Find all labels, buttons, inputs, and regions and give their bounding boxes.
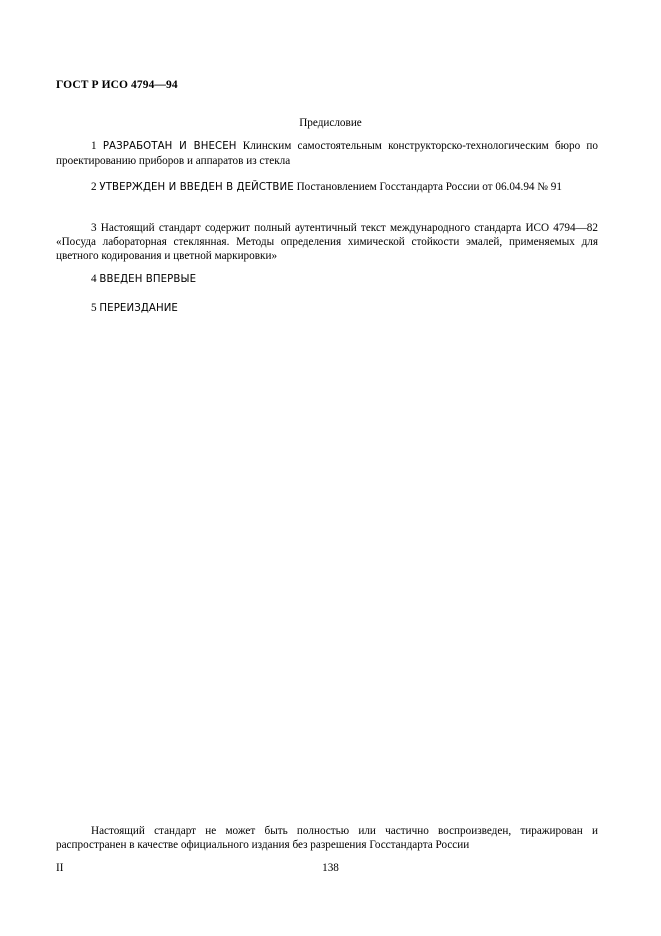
item-number: 2	[91, 181, 97, 193]
copyright-text: Настоящий стандарт не может быть полностью или частично воспроизведен, тиражирован и распространен в качестве официального издания без разрешения Госстандарта России	[56, 825, 598, 851]
preface-item-4	[56, 272, 598, 287]
item-caps-label: РАЗРАБОТАН И ВНЕСЕН	[102, 141, 237, 152]
item-text: Клинским самостоятельным конструкторско-технологическим бюро по проектированию приборов и аппаратов из стекла	[56, 140, 598, 167]
preface-item-2	[56, 180, 598, 195]
preface-item-1	[56, 139, 598, 168]
page-number: 138	[322, 862, 339, 874]
item-caps-label: ВВЕДЕН ВПЕРВЫЕ	[99, 274, 197, 285]
item-caps-label: ПЕРЕИЗДАНИЕ	[99, 303, 178, 314]
preface-item-5	[56, 301, 598, 316]
item-number: 1	[91, 140, 97, 152]
item-number: 5	[91, 302, 97, 314]
item-caps-label: УТВЕРЖДЕН И ВВЕДЕН В ДЕЙСТВИЕ	[99, 182, 294, 193]
item-text: Постановлением Госстандарта России от 06.04.94 № 91	[296, 181, 562, 193]
item-number: 3	[91, 222, 97, 234]
page-roman-numeral: II	[56, 862, 64, 874]
section-title: Предисловие	[299, 117, 362, 129]
item-number: 4	[91, 273, 97, 285]
item-text: Настоящий стандарт содержит полный аутентичный текст международного стандарта ИСО 4794—82 «Посуда лабораторная стеклянная. Методы определения химической стойкости эмалей, применяемых для цветного кодирования и цветной маркировки»	[56, 222, 598, 262]
copyright-note	[56, 824, 598, 852]
document-header: ГОСТ Р ИСО 4794—94	[56, 79, 178, 91]
preface-item-3	[56, 221, 598, 263]
